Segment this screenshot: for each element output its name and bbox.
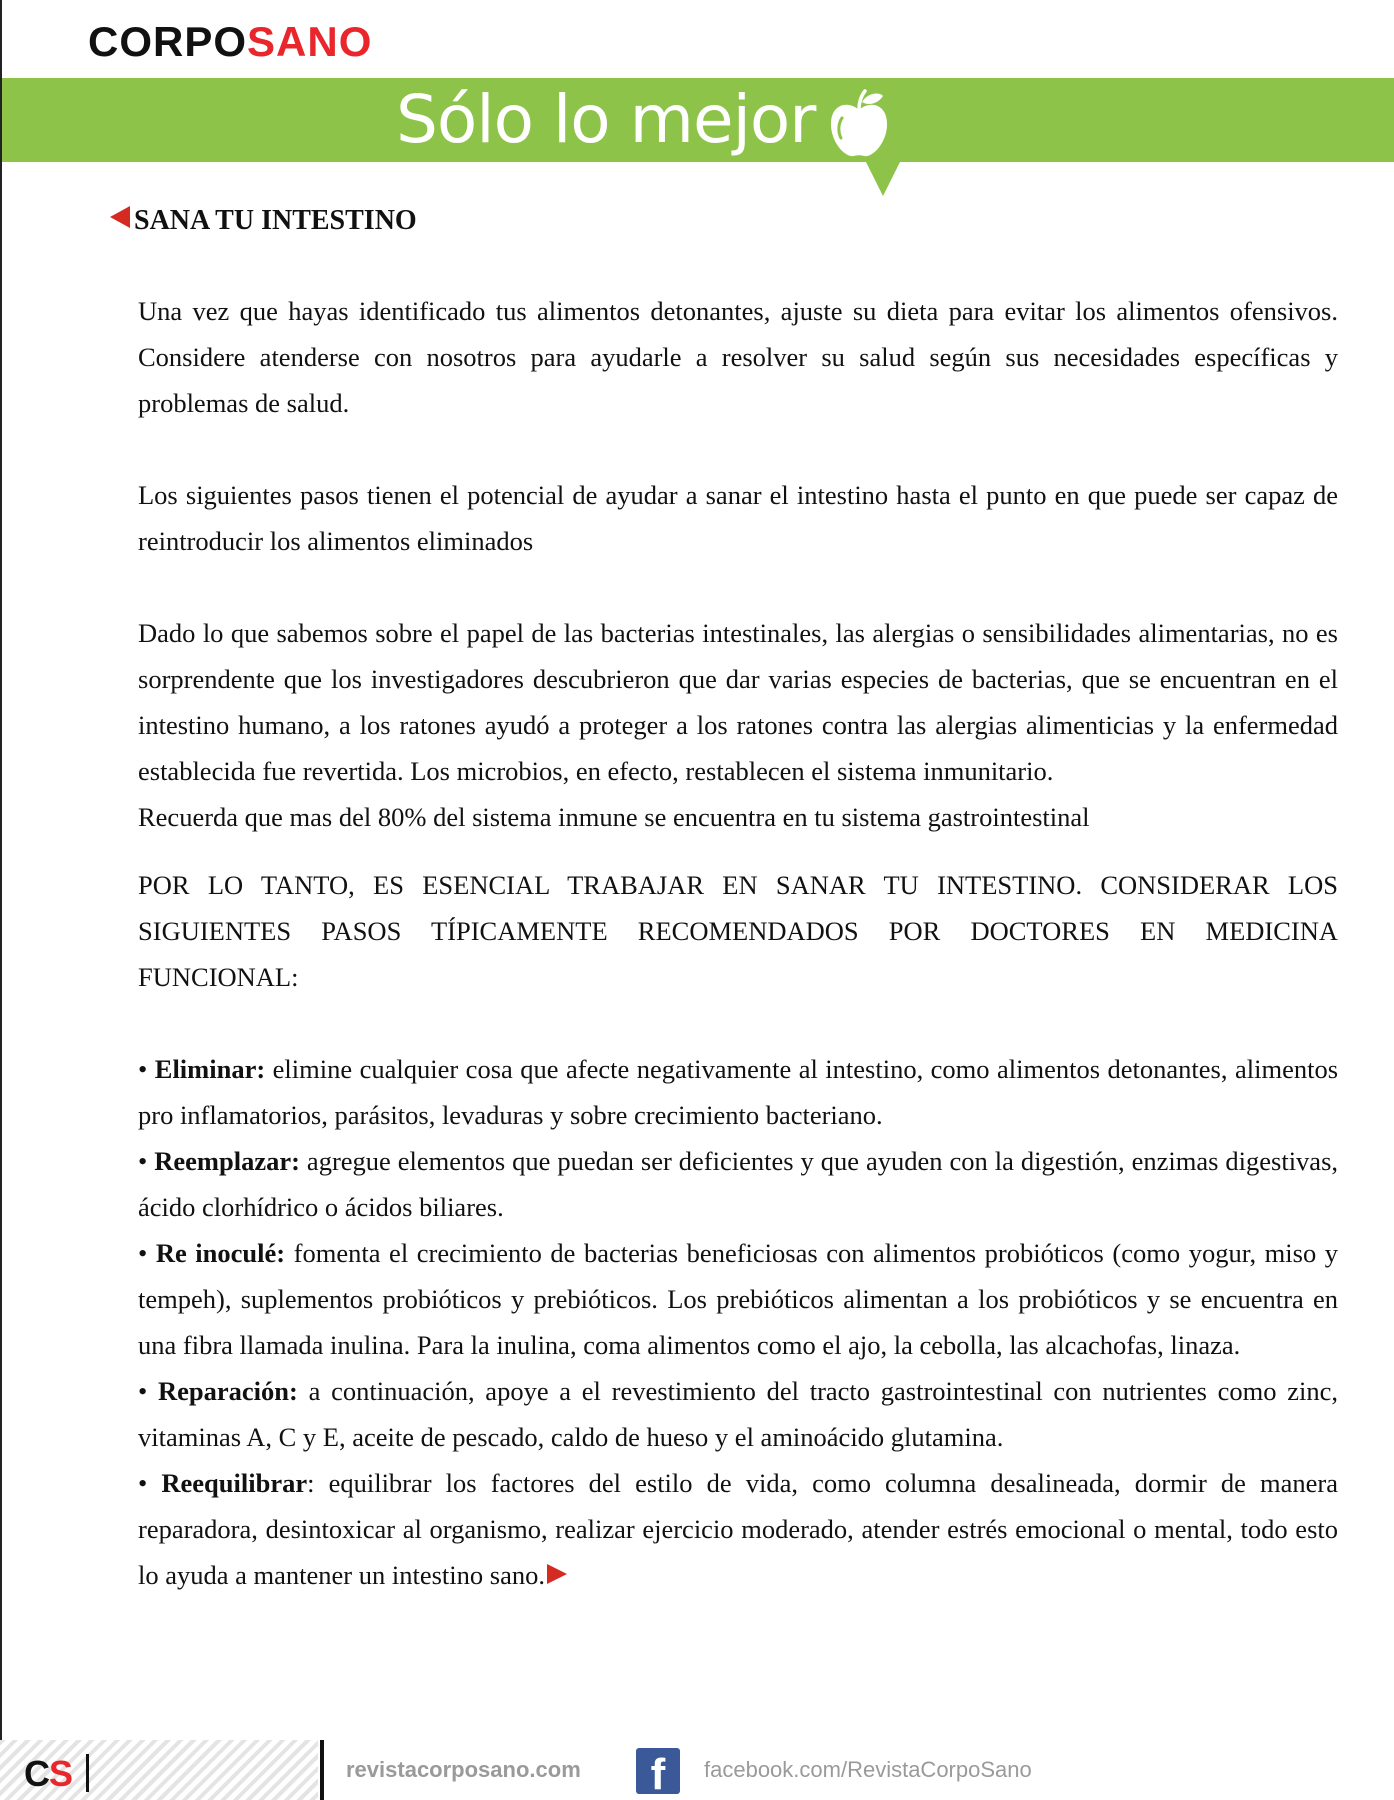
- article-body: [138, 288, 1338, 1598]
- step-term: Reequilibrar: [161, 1468, 308, 1498]
- list-item-reequilibrar: • Reequilibrar: equilibrar los factores del estilo de vida, como columna desalineada, dormir de manera reparadora, desintoxicar al organismo, realizar ejercicio moderado, atender estrés emocional o mental, todo esto lo ayuda a mantener un intestino sano.: [138, 1468, 1338, 1590]
- step-term: Eliminar:: [154, 1054, 266, 1084]
- left-border: [0, 0, 2, 1800]
- paragraph-steps-intro: Los siguientes pasos tienen el potencial de ayudar a sanar el intestino hasta el punto en que puede ser capaz de reintroducir los alimentos eliminados: [138, 480, 1338, 556]
- paragraph-uppercase: POR LO TANTO, ES ESENCIAL TRABAJAR EN SANAR TU INTESTINO. CONSIDERAR LOS SIGUIENTES PASOS TÍPICAMENTE RECOMENDADOS POR DOCTORES EN MEDICINA FUNCIONAL:: [138, 870, 1338, 992]
- facebook-link[interactable]: facebook.com/RevistaCorpoSano: [704, 1757, 1032, 1782]
- paragraph-intro: Una vez que hayas identificado tus alimentos detonantes, ajuste su dieta para evitar los alimentos ofensivos. Considere atenderse con nosotros para ayudarle a resolver su salud según sus necesidades específicas y problemas de salud.: [138, 296, 1338, 418]
- list-item-reemplazar: • Reemplazar: agregue elementos que puedan ser deficientes y que ayuden con la digestión, enzimas digestivas, ácido clorhídrico o ácidos biliares.: [138, 1146, 1339, 1222]
- step-text: elimine cualquier cosa que afecte negativamente al intestino, como alimentos detonantes, alimentos pro inflamatorios, parásitos, levaduras y sobre crecimiento bacteriano.: [138, 1054, 1339, 1130]
- triangle-right-icon: [547, 1564, 567, 1584]
- list-item-eliminar: • Eliminar: elimine cualquier cosa que afecte negativamente al intestino, como alimentos detonantes, alimentos pro inflamatorios, parásitos, levaduras y sobre crecimiento bacteriano.: [138, 1054, 1339, 1130]
- list-item-reparacion: • Reparación: a continuación, apoye a el revestimiento del tracto gastrointestinal con nutrientes como zinc, vitaminas A, C y E, aceite de pescado, caldo de hueso y el aminoácido glutamina.: [138, 1376, 1338, 1452]
- step-text: agregue elementos que puedan ser deficientes y que ayuden con la digestión, enzimas digestivas, ácido clorhídrico o ácidos biliares.: [138, 1146, 1339, 1222]
- banner-pointer: [866, 162, 900, 196]
- website-link[interactable]: revistacorposano.com: [346, 1757, 581, 1782]
- corposano-logo: [88, 18, 372, 66]
- footer-divider: [320, 1740, 324, 1800]
- triangle-left-icon: [110, 206, 130, 228]
- section-heading: [110, 204, 417, 238]
- footer: [0, 1740, 1394, 1800]
- step-text: fomenta el crecimiento de bacterias beneficiosas con alimentos probióticos (como yogur, miso y tempeh), suplementos probióticos y prebióticos. Los prebióticos alimentan a los probióticos y se encuentra en una fibra llamada inulina. Para la inulina, coma alimentos como el ajo, la cebolla, las alcachofas, linaza.: [138, 1238, 1338, 1360]
- facebook-icon[interactable]: f: [636, 1748, 680, 1794]
- apple-icon: [828, 88, 890, 160]
- footer-divider-small: [86, 1754, 89, 1792]
- section-title: SANA TU INTESTINO: [134, 205, 417, 236]
- step-text: : equilibrar los factores del estilo de vida, como columna desalineada, dormir de manera reparadora, desintoxicar al organismo, realizar ejercicio moderado, atender estrés emocional o mental, todo esto lo ayuda a mantener un intestino sano.: [138, 1468, 1338, 1590]
- cs-logo: CS: [24, 1753, 73, 1794]
- paragraph-bacteria: Dado lo que sabemos sobre el papel de las bacterias intestinales, las alergias o sensibilidades alimentarias, no es sorprendente que los investigadores descubrieron que dar varias especies de bacterias, que se encuentran en el intestino humano, a los ratones ayudó a proteger a los ratones contra las alergias alimenticias y la enfermedad establecida fue revertida. Los microbios, en efecto, restablecen el sistema inmunitario.: [138, 618, 1338, 786]
- paragraph-immune: Recuerda que mas del 80% del sistema inmune se encuentra en tu sistema gastrointestinal: [138, 802, 1090, 832]
- list-item-reinocule: • Re inoculé: fomenta el crecimiento de bacterias beneficiosas con alimentos probióticos (como yogur, miso y tempeh), suplementos probióticos y prebióticos. Los prebióticos alimentan a los probióticos y se encuentra en una fibra llamada inulina. Para la inulina, coma alimentos como el ajo, la cebolla, las alcachofas, linaza.: [138, 1238, 1338, 1360]
- logo-text-sano: SANO: [247, 18, 373, 65]
- logo-text-corpo: CORPO: [88, 18, 248, 65]
- step-term: Re inoculé:: [155, 1238, 286, 1268]
- step-term: Reemplazar:: [154, 1146, 300, 1176]
- banner-title: Sólo lo mejor: [396, 81, 816, 158]
- step-term: Reparación:: [158, 1376, 298, 1406]
- step-text: a continuación, apoye a el revestimiento del tracto gastrointestinal con nutrientes como zinc, vitaminas A, C y E, aceite de pescado, caldo de hueso y el aminoácido glutamina.: [138, 1376, 1338, 1452]
